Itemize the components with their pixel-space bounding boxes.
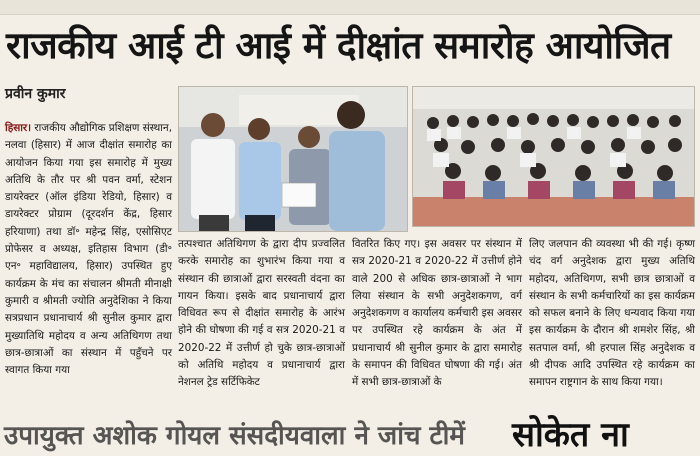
next-headline-left: उपायुक्त अशोक गोयल संसदीयवाला ने जांच टीमें (4, 421, 465, 451)
next-headline-right: सोकेत ना (512, 415, 629, 455)
column-4-text: लिए जलपान की व्यवस्था भी की गई। कृष्ण चंद वर्ग अनुदेशक द्वारा मुख्य अतिथि महोदय, अतिथिगण, सभी छात्र छात्राओं व संस्थान के सभी कर्मचारियों का इस कार्यक्रम को सफल बनाने के लिए धन्यवाद किया गया इस कार्यक्रम के दौरान श्री शमशेर सिंह, श्री सतपाल वर्मा, श्री हरपाल सिंह अनुदेशक व श्री दीपक आदि उपस्थित रहे कार्यक्रम का समापन राष्ट्रगान के साथ किया गया। (529, 238, 695, 389)
column-3-text: वितरित किए गए। इस अवसर पर संस्थान में सत्र 2020-21 व 2020-22 में उत्तीर्ण होने वाले 200 से अधिक छात्र-छात्राओं ने भाग लिया संस्थान के सभी अनुदेशकगण, वर्ग अनुदेशकगण व कार्यालय कर्मचारी इस अवसर पर उपस्थित रहे कार्यक्रम के अंत में प्रधानाचार्य श्री सुनील कुमार के द्वारा समारोह के समापन की विधिवत घोषणा की गई। अंत में सभी छात्र-छात्राओं के (352, 238, 522, 389)
dateline: हिसार। (5, 122, 32, 134)
column-2-text: तत्पश्चात अतिथिगण के द्वारा दीप प्रज्वलित करके समारोह का शुभारंभ किया गया व संस्थान की छात्राओं द्वारा सरस्वती वंदना का गायन किया। इसके बाद प्रधानाचार्य द्वारा विधिवत रूप से दीक्षांत समारोह के आरंभ होने की घोषणा की गई व सत्र 2020-21 व 2020-22 में उत्तीर्ण हो चुके छात्र-छात्राओं को अतिथि महोदय व प्रधानाचार्य द्वारा नेशनल ट्रेड सर्टिफिकेट (178, 238, 345, 389)
byline: प्रवीन कुमार (5, 86, 66, 102)
article-column-1 (5, 120, 172, 379)
ceremony-photo-illustration (179, 87, 407, 231)
article-column-4 (529, 236, 695, 392)
headline: राजकीय आई टी आई में दीक्षांत समारोह आयोजित (6, 24, 671, 67)
article-column-3 (352, 236, 522, 392)
top-strip (0, 0, 700, 15)
ceremony-photo (178, 86, 408, 232)
audience-photo-illustration (413, 87, 694, 226)
audience-photo (412, 86, 695, 227)
column-1-text: राजकीय औद्योगिक प्रशिक्षण संस्थान, नलवा (हिसार) में आज दीक्षांत समारोह का आयोजन किया गया इस समारोह में मुख्य अतिथि के तौर पर श्री पवन वर्मा, स्टेशन डायरेक्टर (ऑल इंडिया रेडियो, हिसार) व डायरेक्टर प्रोग्राम (दूरदर्शन केंद्र, हिसार हरियाणा) तथा डॉ॰ महेन्द्र सिंह, एसोसिएट प्रोफेसर व अध्यक्ष, इतिहास विभाग (डी॰ एन॰ महाविद्यालय, हिसार) उपस्थित हुए कार्यक्रम के मंच का संचालन श्रीमती मीनाक्षी कुमारी व श्रीमती ज्योति अनुदेशिका ने किया सत्रप्रधान प्रधानाचार्य श्री सुनील कुमार द्वारा मुख्यातिथि महोदय व अन्य अतिथिगण तथा छात्र-छात्राओं का संस्थान में पहुँचने पर स्वागत किया गया (5, 122, 172, 377)
article-column-2 (178, 236, 345, 392)
next-headline-strip (0, 415, 700, 455)
